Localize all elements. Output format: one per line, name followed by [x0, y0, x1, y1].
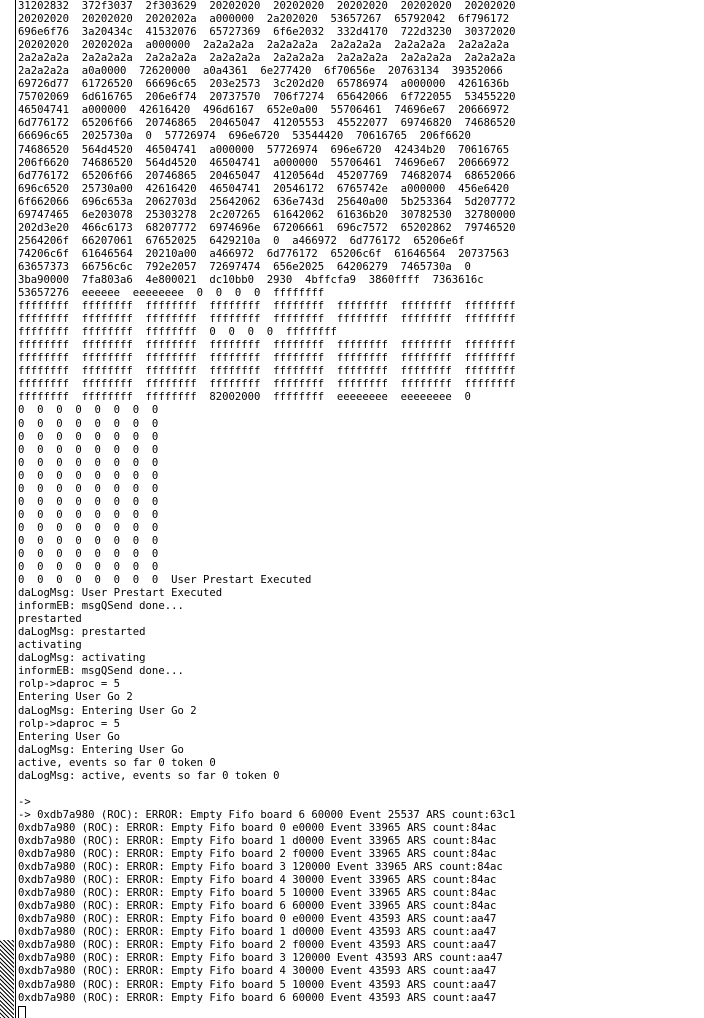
terminal-line: 2a2a2a2a 2a2a2a2a 2a2a2a2a 2a2a2a2a 2a2a2a2a 2a2a2a2a 2a2a2a2a 2a2a2a2a [18, 52, 516, 65]
terminal-line: ffffffff ffffffff ffffffff ffffffff ffffffff ffffffff ffffffff ffffffff [18, 365, 516, 378]
terminal-line: daLogMsg: User Prestart Executed [18, 587, 223, 600]
terminal-line: 69747465 6e203078 25303278 2c207265 61642062 61636b20 30782530 32780000 [18, 208, 516, 221]
terminal-line: 0xdb7a980 (ROC): ERROR: Empty Fifo board 1 d0000 Event 33965 ARS count:84ac [18, 835, 497, 847]
terminal-line: 0 0 0 0 0 0 0 0 [18, 443, 159, 456]
terminal-line: 0xdb7a980 (ROC): ERROR: Empty Fifo board 6 60000 Event 43593 ARS count:aa47 [18, 991, 497, 1004]
terminal-line: 2a2a2a2a a0a0000 72620000 a0a4361 6e277420 6f70656e 20763134 39352066 [18, 65, 503, 78]
terminal-line: rolp->daproc = 5 [18, 717, 121, 730]
terminal-line: 0xdb7a980 (ROC): ERROR: Empty Fifo board 6 60000 Event 33965 ARS count:84ac [18, 900, 497, 913]
terminal-line: Entering User Go [18, 730, 121, 743]
terminal-line: Entering User Go 2 [18, 691, 133, 704]
terminal-line: informEB: msgQSend done... [18, 665, 184, 678]
terminal-line: 0xdb7a980 (ROC): ERROR: Empty Fifo board 2 f0000 Event 33965 ARS count:84ac [18, 848, 497, 861]
terminal-line: informEB: msgQSend done... [18, 600, 184, 613]
terminal-line: 66696c65 2025730a 0 57726974 696e6720 53544420 70616765 206f6620 [18, 130, 471, 143]
terminal-line: -> [18, 795, 31, 808]
terminal-output [18, 0, 702, 1018]
terminal-line: 696c6520 25730a00 42616420 46504741 20546172 6765742e a000000 456e6420 [18, 182, 510, 195]
terminal-line: 0 0 0 0 0 0 0 0 [18, 456, 159, 469]
terminal-line: ffffffff ffffffff ffffffff ffffffff ffffffff ffffffff ffffffff ffffffff [18, 378, 516, 391]
terminal-line: 0 0 0 0 0 0 0 0 [18, 534, 159, 547]
terminal-line: 206f6620 74686520 564d4520 46504741 a000000 55706461 74696e67 20666972 [18, 156, 510, 169]
terminal-line: 0xdb7a980 (ROC): ERROR: Empty Fifo board 4 30000 Event 33965 ARS count:84ac [18, 874, 497, 887]
terminal-line: 74686520 564d4520 46504741 a000000 57726974 696e6720 42434b20 70616765 [18, 143, 510, 156]
terminal-line: 0 0 0 0 0 0 0 0 [18, 495, 159, 508]
terminal-line: 63657373 66756c6c 792e2057 72697474 656e2025 64206279 7465730a 0 [18, 260, 471, 273]
terminal-line: 0xdb7a980 (ROC): ERROR: Empty Fifo board 0 e0000 Event 43593 ARS count:aa47 [18, 913, 497, 926]
terminal-line: 31202832 372f3037 2f303629 20202020 20202020 20202020 20202020 20202020 [18, 0, 516, 12]
terminal-line: 6f662066 696c653a 2062703d 25642062 636e743d 25640a00 5b253364 5d207772 [18, 195, 516, 208]
terminal-line: 0xdb7a980 (ROC): ERROR: Empty Fifo board 2 f0000 Event 43593 ARS count:aa47 [18, 939, 497, 952]
terminal-line: prestarted [18, 613, 82, 626]
prompt-line[interactable] [18, 1005, 702, 1018]
terminal-line: daLogMsg: activating [18, 652, 146, 665]
terminal-line: 0xdb7a980 (ROC): ERROR: Empty Fifo board 3 120000 Event 43593 ARS count:aa47 [18, 952, 503, 965]
terminal-line: 0xdb7a980 (ROC): ERROR: Empty Fifo board 5 10000 Event 33965 ARS count:84ac [18, 887, 497, 900]
terminal-line: 0xdb7a980 (ROC): ERROR: Empty Fifo board 4 30000 Event 43593 ARS count:aa47 [18, 965, 497, 978]
terminal-line: 0 0 0 0 0 0 0 0 [18, 417, 159, 430]
terminal-line: 2564206f 66207061 67652025 6429210a 0 a466972 6d776172 65206e6f [18, 234, 465, 247]
terminal-line: 74206c6f 61646564 20210a00 a466972 6d776172 65206c6f 61646564 20737563 [18, 247, 510, 260]
scrollbar-thumb[interactable] [0, 940, 14, 1018]
terminal-line: 0 0 0 0 0 0 0 0 [18, 404, 159, 417]
terminal-line: activating [18, 639, 82, 652]
scrollbar[interactable] [0, 0, 16, 1018]
terminal-line: 0xdb7a980 (ROC): ERROR: Empty Fifo board 5 10000 Event 43593 ARS count:aa47 [18, 978, 497, 991]
terminal-line: ffffffff ffffffff ffffffff 82002000 ffffffff eeeeeeee eeeeeeee 0 [18, 391, 471, 404]
terminal-line [18, 783, 702, 796]
terminal-line: 69726d77 61726520 66696c65 203e2573 3c202d20 65786974 a000000 4261636b [18, 78, 510, 91]
terminal-line: 696e6f76 3a20434c 41532076 65727369 6f6e2032 332d4170 722d3230 30372020 [18, 26, 516, 39]
terminal-line: daLogMsg: Entering User Go 2 [18, 704, 197, 717]
terminal-line: 0 0 0 0 0 0 0 0 User Prestart Executed [18, 574, 312, 587]
terminal-line: 0xdb7a980 (ROC): ERROR: Empty Fifo board 0 e0000 Event 33965 ARS count:84ac [18, 821, 497, 834]
terminal-line: daLogMsg: prestarted [18, 626, 146, 639]
terminal-line: rolp->daproc = 5 [18, 678, 121, 691]
terminal-line: active, events so far 0 token 0 [18, 756, 216, 769]
terminal-line: ffffffff ffffffff ffffffff 0 0 0 0 ffffffff [18, 326, 337, 339]
terminal-line: 0 0 0 0 0 0 0 0 [18, 508, 159, 521]
terminal-line: 6d776172 65206f66 20746865 20465047 4120564d 45207769 74682074 68652066 [18, 169, 516, 182]
terminal-line: 202d3e20 466c6173 68207772 6974696e 67206661 696c7572 65202862 79746520 [18, 221, 516, 234]
terminal-line: ffffffff ffffffff ffffffff ffffffff ffffffff ffffffff ffffffff ffffffff [18, 352, 516, 365]
terminal-line: 53657276 eeeeee eeeeeeee 0 0 0 0 ffffffff [18, 287, 325, 300]
terminal-line: 0xdb7a980 (ROC): ERROR: Empty Fifo board 1 d0000 Event 43593 ARS count:aa47 [18, 926, 497, 939]
terminal-line: -> 0xdb7a980 (ROC): ERROR: Empty Fifo board 6 60000 Event 25537 ARS count:63c1 [18, 808, 516, 821]
terminal-line: 0 0 0 0 0 0 0 0 [18, 547, 159, 560]
text-cursor [18, 1006, 26, 1018]
terminal-line: 20202020 20202020 2020202a a000000 2a202020 53657267 65792042 6f796172 [18, 13, 510, 26]
terminal-line: 46504741 a000000 42616420 496d6167 652e0a00 55706461 74696e67 20666972 [18, 104, 510, 117]
terminal-line: 0 0 0 0 0 0 0 0 [18, 561, 159, 574]
terminal-line: daLogMsg: Entering User Go [18, 743, 184, 756]
terminal-line: 6d776172 65206f66 20746865 20465047 41205553 45522077 69746820 74686520 [18, 117, 516, 130]
terminal-line: 3ba90000 7fa803a6 4e800021 dc10bb0 2930 4bffcfa9 3860ffff 7363616c [18, 273, 484, 286]
terminal-line: 0 0 0 0 0 0 0 0 [18, 430, 159, 443]
terminal-line: 20202020 2020202a a000000 2a2a2a2a 2a2a2a2a 2a2a2a2a 2a2a2a2a 2a2a2a2a [18, 39, 510, 52]
terminal-line: 75702069 6d616765 206e6f74 20737570 706f7274 65642066 6f722055 53455220 [18, 91, 516, 104]
terminal-line: daLogMsg: active, events so far 0 token 0 [18, 769, 280, 782]
terminal-line: ffffffff ffffffff ffffffff ffffffff ffffffff ffffffff ffffffff ffffffff [18, 339, 516, 352]
terminal-line: 0 0 0 0 0 0 0 0 [18, 521, 159, 534]
terminal-line: ffffffff ffffffff ffffffff ffffffff ffffffff ffffffff ffffffff ffffffff [18, 300, 516, 313]
terminal-line: 0xdb7a980 (ROC): ERROR: Empty Fifo board 3 120000 Event 33965 ARS count:84ac [18, 861, 503, 874]
terminal-line: 0 0 0 0 0 0 0 0 [18, 469, 159, 482]
terminal-line: ffffffff ffffffff ffffffff ffffffff ffffffff ffffffff ffffffff ffffffff [18, 313, 516, 326]
terminal-line: 0 0 0 0 0 0 0 0 [18, 482, 159, 495]
